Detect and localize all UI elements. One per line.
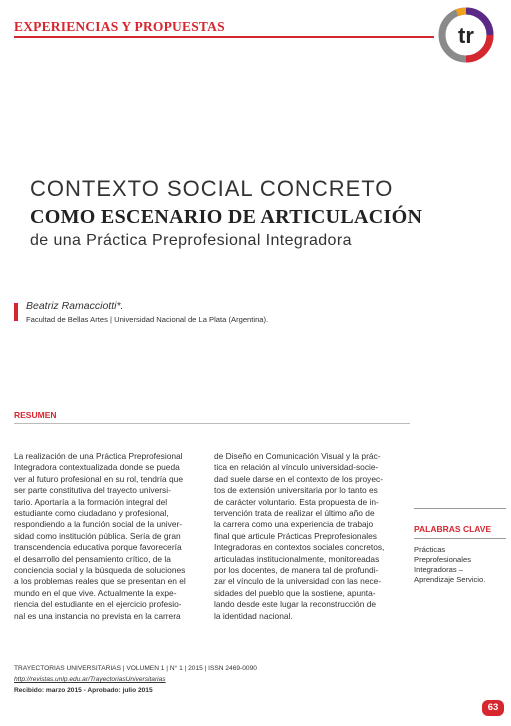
header-divider xyxy=(14,36,434,38)
abstract-column-1: La realización de una Práctica Preprofesional Integradora contextualizada donde se pueda ver al futuro profesional en su rol, tendría que ser parte constitutiva del trayecto universi- tario. Aportaría a la formación integral del estudiante como ciudadano y profesional, respondiendo a la función social de la univer- sidad como institución pública. Sería de gran transcendencia educativa porque favorecería el desarrollo del pensamiento crítico, de la conciencia social y la búsqueda de soluciones a los problemas reales que se presentan en el mundo en el que vive. Actualmente la expe- riencia del estudiante en el ejercicio profesio- nal es una instancia no prevista en la carrera xyxy=(14,451,186,621)
author-marker xyxy=(14,303,18,321)
section-title: EXPERIENCIAS Y PROPUESTAS xyxy=(14,19,225,34)
keywords-heading: PALABRAS CLAVE xyxy=(414,524,492,534)
journal-info: TRAYECTORIAS UNIVERSITARIAS | VOLUMEN 1 | N° 1 | 2015 | ISSN 2469-0090 xyxy=(14,665,257,672)
keywords-list: Prácticas Preprofesionales Integradoras – Aprendizaje Servicio. xyxy=(414,545,486,584)
title-line-2: COMO ESCENARIO DE ARTICULACIÓN xyxy=(30,206,423,228)
logo-ring-icon xyxy=(435,4,495,66)
subtitle: de una Práctica Preprofesional Integradora xyxy=(30,232,352,249)
resumen-heading: RESUMEN xyxy=(14,410,57,420)
submission-dates: Recibido: marzo 2015 - Aprobado: julio 2015 xyxy=(14,687,153,694)
journal-url-link[interactable]: http://revistas.unlp.edu.ar/TrayectoriasUniversitarias xyxy=(14,676,166,683)
abstract-column-2: de Diseño en Comunicación Visual y la prác- tica en relación al vínculo universidad-socie- dad suele darse en el contexto de los proyec- tos de extensión universitaria por lo tanto es de carácter voluntario. Esta propuesta de in- tervención trata de realizar el último año de la carrera como una experiencia de trabajo final que articule Prácticas Preprofesionales Integradoras en contextos sociales concretos, articuladas institucionalmente, monitoreadas por los docentes, de manera tal de profundi- zar el vínculo de la universidad con las nece- sidades del pueblo que la sostiene, apunta- lando desde este lugar la reconstrucción de la identidad nacional. xyxy=(214,451,385,621)
keywords-rule xyxy=(414,538,506,539)
logo-text: tr xyxy=(458,23,474,48)
author-name: Beatriz Ramacciotti*. xyxy=(26,300,124,312)
title-line-1: CONTEXTO SOCIAL CONCRETO xyxy=(30,176,394,201)
journal-logo xyxy=(435,4,495,66)
resumen-divider xyxy=(14,423,410,424)
page-number-badge: 63 xyxy=(482,700,504,716)
author-affiliation: Facultad de Bellas Artes | Universidad Nacional de La Plata (Argentina). xyxy=(26,315,269,324)
keywords-top-rule xyxy=(414,508,506,509)
